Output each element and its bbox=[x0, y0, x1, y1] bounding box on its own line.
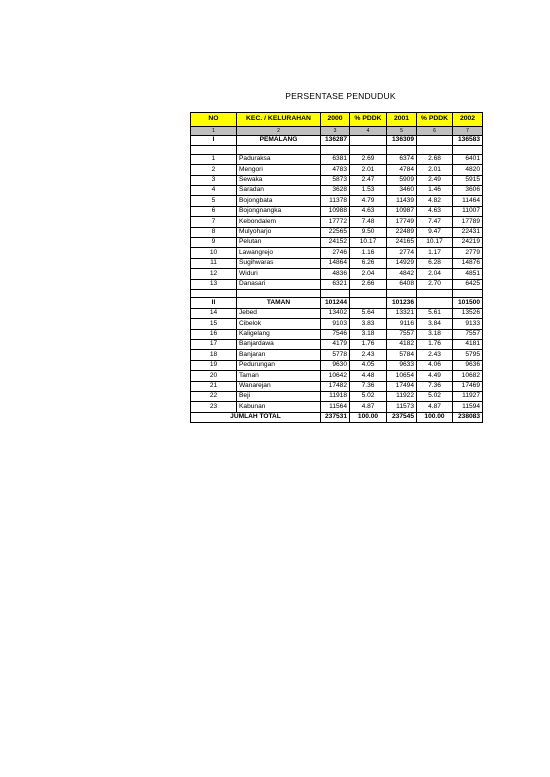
empty-cell bbox=[387, 146, 417, 155]
table-row bbox=[191, 154, 483, 164]
table-body bbox=[191, 136, 483, 423]
section-no: I bbox=[191, 136, 237, 146]
row-kelurahan: Kaligelang bbox=[237, 329, 321, 339]
section-2002: 101500 bbox=[453, 298, 483, 308]
row-2002: 11007 bbox=[453, 206, 483, 216]
empty-cell bbox=[191, 289, 237, 298]
row-2002: 4851 bbox=[453, 269, 483, 279]
row-no: 17 bbox=[191, 340, 237, 350]
table-row bbox=[191, 227, 483, 237]
row-2000: 11564 bbox=[321, 402, 350, 412]
row-kelurahan: Saradan bbox=[237, 186, 321, 196]
empty-cell bbox=[350, 136, 387, 146]
row-pddk-2000: 3.18 bbox=[350, 329, 387, 339]
row-2001: 22489 bbox=[387, 227, 417, 237]
section-name: TAMAN bbox=[237, 298, 321, 308]
row-pddk-2001: 3.18 bbox=[417, 329, 453, 339]
row-2000: 3628 bbox=[321, 186, 350, 196]
table-row bbox=[191, 165, 483, 175]
row-2001: 4842 bbox=[387, 269, 417, 279]
row-2001: 9116 bbox=[387, 319, 417, 329]
spacer-row bbox=[191, 146, 483, 155]
row-2002: 6401 bbox=[453, 154, 483, 164]
row-pddk-2000: 1.76 bbox=[350, 340, 387, 350]
section-2000: 136287 bbox=[321, 136, 350, 146]
row-2001: 7557 bbox=[387, 329, 417, 339]
table-row bbox=[191, 350, 483, 360]
section-2001: 136309 bbox=[387, 136, 417, 146]
table-row bbox=[191, 402, 483, 412]
table-row bbox=[191, 175, 483, 185]
empty-cell bbox=[237, 289, 321, 298]
empty-cell bbox=[417, 289, 453, 298]
row-2001: 5909 bbox=[387, 175, 417, 185]
empty-cell bbox=[350, 146, 387, 155]
row-2000: 14864 bbox=[321, 258, 350, 268]
row-no: 11 bbox=[191, 258, 237, 268]
row-2002: 4181 bbox=[453, 340, 483, 350]
row-pddk-2000: 7.36 bbox=[350, 381, 387, 391]
row-no: 8 bbox=[191, 227, 237, 237]
column-number: 6 bbox=[417, 127, 453, 136]
empty-cell bbox=[453, 146, 483, 155]
row-kelurahan: Beji bbox=[237, 391, 321, 401]
row-pddk-2000: 3.83 bbox=[350, 319, 387, 329]
empty-cell bbox=[350, 289, 387, 298]
row-2001: 4784 bbox=[387, 165, 417, 175]
row-2002: 6425 bbox=[453, 279, 483, 289]
row-2002: 11594 bbox=[453, 402, 483, 412]
column-number: 4 bbox=[350, 127, 387, 136]
section-2002: 136583 bbox=[453, 136, 483, 146]
row-2002: 13526 bbox=[453, 308, 483, 318]
row-pddk-2000: 1.53 bbox=[350, 186, 387, 196]
row-2001: 3460 bbox=[387, 186, 417, 196]
row-pddk-2000: 2.69 bbox=[350, 154, 387, 164]
table-row bbox=[191, 258, 483, 268]
section-2001: 101236 bbox=[387, 298, 417, 308]
empty-cell bbox=[191, 146, 237, 155]
row-no: 18 bbox=[191, 350, 237, 360]
row-2001: 11439 bbox=[387, 196, 417, 206]
row-kelurahan: Taman bbox=[237, 371, 321, 381]
row-no: 1 bbox=[191, 154, 237, 164]
column-number: 5 bbox=[387, 127, 417, 136]
row-kelurahan: Banjardawa bbox=[237, 340, 321, 350]
table-row bbox=[191, 329, 483, 339]
row-pddk-2001: 2.70 bbox=[417, 279, 453, 289]
row-kelurahan: Bojongbata bbox=[237, 196, 321, 206]
row-pddk-2000: 2.47 bbox=[350, 175, 387, 185]
row-no: 19 bbox=[191, 360, 237, 370]
header-kecamatan: KEC. / KELURAHAN bbox=[237, 113, 321, 127]
total-row bbox=[191, 412, 483, 422]
table-row bbox=[191, 360, 483, 370]
row-2001: 6408 bbox=[387, 279, 417, 289]
row-2000: 5778 bbox=[321, 350, 350, 360]
row-kelurahan: Cibelok bbox=[237, 319, 321, 329]
row-2002: 5795 bbox=[453, 350, 483, 360]
section-name: PEMALANG bbox=[237, 136, 321, 146]
row-pddk-2000: 2.43 bbox=[350, 350, 387, 360]
row-2001: 10654 bbox=[387, 371, 417, 381]
row-no: 2 bbox=[191, 165, 237, 175]
row-pddk-2001: 9.47 bbox=[417, 227, 453, 237]
row-2002: 9636 bbox=[453, 360, 483, 370]
row-2002: 2779 bbox=[453, 248, 483, 258]
row-no: 10 bbox=[191, 248, 237, 258]
row-2002: 10682 bbox=[453, 371, 483, 381]
row-2000: 9103 bbox=[321, 319, 350, 329]
row-pddk-2001: 1.46 bbox=[417, 186, 453, 196]
row-2002: 11927 bbox=[453, 391, 483, 401]
column-number: 7 bbox=[453, 127, 483, 136]
empty-cell bbox=[417, 298, 453, 308]
row-kelurahan: Wanarejan bbox=[237, 381, 321, 391]
row-no: 22 bbox=[191, 391, 237, 401]
population-table bbox=[190, 112, 483, 423]
header-2002: 2002 bbox=[453, 113, 483, 127]
row-pddk-2001: 5.61 bbox=[417, 308, 453, 318]
row-pddk-2000: 4.87 bbox=[350, 402, 387, 412]
row-2000: 5873 bbox=[321, 175, 350, 185]
row-pddk-2000: 7.48 bbox=[350, 217, 387, 227]
row-2000: 6321 bbox=[321, 279, 350, 289]
row-2001: 17494 bbox=[387, 381, 417, 391]
row-kelurahan: Paduraksa bbox=[237, 154, 321, 164]
row-kelurahan: Danasari bbox=[237, 279, 321, 289]
row-2000: 4836 bbox=[321, 269, 350, 279]
table-row bbox=[191, 217, 483, 227]
total-2001: 237545 bbox=[387, 412, 417, 422]
table-row bbox=[191, 206, 483, 216]
row-2000: 9630 bbox=[321, 360, 350, 370]
row-pddk-2001: 3.84 bbox=[417, 319, 453, 329]
total-2000: 237531 bbox=[321, 412, 350, 422]
row-kelurahan: Kabunan bbox=[237, 402, 321, 412]
row-2002: 9133 bbox=[453, 319, 483, 329]
empty-cell bbox=[321, 289, 350, 298]
row-pddk-2000: 10.17 bbox=[350, 238, 387, 248]
row-no: 9 bbox=[191, 238, 237, 248]
row-pddk-2001: 5.02 bbox=[417, 391, 453, 401]
table-row bbox=[191, 238, 483, 248]
row-kelurahan: Kebondalem bbox=[237, 217, 321, 227]
table-row bbox=[191, 340, 483, 350]
row-no: 20 bbox=[191, 371, 237, 381]
table-row bbox=[191, 319, 483, 329]
row-2002: 4820 bbox=[453, 165, 483, 175]
row-2002: 17469 bbox=[453, 381, 483, 391]
total-pddk-2001: 100.00 bbox=[417, 412, 453, 422]
row-2000: 17772 bbox=[321, 217, 350, 227]
row-pddk-2000: 4.79 bbox=[350, 196, 387, 206]
row-2001: 9633 bbox=[387, 360, 417, 370]
row-2001: 13321 bbox=[387, 308, 417, 318]
row-no: 15 bbox=[191, 319, 237, 329]
header-pddk-2001: % PDDK bbox=[417, 113, 453, 127]
empty-cell bbox=[453, 289, 483, 298]
row-no: 13 bbox=[191, 279, 237, 289]
row-no: 23 bbox=[191, 402, 237, 412]
row-no: 5 bbox=[191, 196, 237, 206]
row-pddk-2001: 10.17 bbox=[417, 238, 453, 248]
row-pddk-2001: 4.49 bbox=[417, 371, 453, 381]
spacer-row bbox=[191, 289, 483, 298]
row-kelurahan: Banjaran bbox=[237, 350, 321, 360]
header-2000: 2000 bbox=[321, 113, 350, 127]
row-2000: 22565 bbox=[321, 227, 350, 237]
row-2001: 4182 bbox=[387, 340, 417, 350]
table-row bbox=[191, 279, 483, 289]
row-no: 7 bbox=[191, 217, 237, 227]
header-row bbox=[191, 113, 483, 127]
table-row bbox=[191, 391, 483, 401]
table-row bbox=[191, 381, 483, 391]
row-pddk-2001: 2.01 bbox=[417, 165, 453, 175]
row-pddk-2000: 1.16 bbox=[350, 248, 387, 258]
section-no: II bbox=[191, 298, 237, 308]
row-2001: 5784 bbox=[387, 350, 417, 360]
table-row bbox=[191, 371, 483, 381]
header-no: NO bbox=[191, 113, 237, 127]
row-pddk-2000: 2.04 bbox=[350, 269, 387, 279]
row-pddk-2001: 4.63 bbox=[417, 206, 453, 216]
row-2000: 10642 bbox=[321, 371, 350, 381]
row-pddk-2000: 6.26 bbox=[350, 258, 387, 268]
row-no: 6 bbox=[191, 206, 237, 216]
row-2000: 6381 bbox=[321, 154, 350, 164]
header-pddk-2000: % PDDK bbox=[350, 113, 387, 127]
row-2001: 6374 bbox=[387, 154, 417, 164]
row-pddk-2001: 2.49 bbox=[417, 175, 453, 185]
row-pddk-2001: 4.82 bbox=[417, 196, 453, 206]
row-2001: 14929 bbox=[387, 258, 417, 268]
row-no: 16 bbox=[191, 329, 237, 339]
column-number-row bbox=[191, 127, 483, 136]
row-2002: 17789 bbox=[453, 217, 483, 227]
row-pddk-2001: 1.17 bbox=[417, 248, 453, 258]
row-pddk-2001: 7.36 bbox=[417, 381, 453, 391]
table-row bbox=[191, 248, 483, 258]
row-kelurahan: Pelutan bbox=[237, 238, 321, 248]
section-row bbox=[191, 136, 483, 146]
row-2000: 7546 bbox=[321, 329, 350, 339]
row-2000: 2746 bbox=[321, 248, 350, 258]
row-pddk-2001: 2.04 bbox=[417, 269, 453, 279]
row-pddk-2000: 4.48 bbox=[350, 371, 387, 381]
row-2000: 11918 bbox=[321, 391, 350, 401]
row-pddk-2001: 4.06 bbox=[417, 360, 453, 370]
row-no: 21 bbox=[191, 381, 237, 391]
row-pddk-2000: 4.05 bbox=[350, 360, 387, 370]
table-row bbox=[191, 186, 483, 196]
row-2001: 11922 bbox=[387, 391, 417, 401]
row-kelurahan: Jebed bbox=[237, 308, 321, 318]
row-pddk-2001: 1.76 bbox=[417, 340, 453, 350]
empty-cell bbox=[417, 146, 453, 155]
row-2000: 4179 bbox=[321, 340, 350, 350]
row-2002: 24219 bbox=[453, 238, 483, 248]
row-2000: 4783 bbox=[321, 165, 350, 175]
row-pddk-2001: 2.68 bbox=[417, 154, 453, 164]
row-kelurahan: Mengori bbox=[237, 165, 321, 175]
row-2001: 24165 bbox=[387, 238, 417, 248]
row-no: 12 bbox=[191, 269, 237, 279]
row-2001: 10987 bbox=[387, 206, 417, 216]
header-2001: 2001 bbox=[387, 113, 417, 127]
row-2000: 13402 bbox=[321, 308, 350, 318]
row-2002: 5915 bbox=[453, 175, 483, 185]
row-2000: 11378 bbox=[321, 196, 350, 206]
row-no: 14 bbox=[191, 308, 237, 318]
row-kelurahan: Lawangrejo bbox=[237, 248, 321, 258]
row-2002: 22431 bbox=[453, 227, 483, 237]
row-pddk-2001: 4.87 bbox=[417, 402, 453, 412]
total-pddk-2000: 100.00 bbox=[350, 412, 387, 422]
row-pddk-2001: 6.28 bbox=[417, 258, 453, 268]
row-kelurahan: Mulyoharjo bbox=[237, 227, 321, 237]
row-pddk-2000: 2.66 bbox=[350, 279, 387, 289]
row-2002: 7557 bbox=[453, 329, 483, 339]
empty-cell bbox=[321, 146, 350, 155]
row-2001: 17749 bbox=[387, 217, 417, 227]
row-2000: 10988 bbox=[321, 206, 350, 216]
row-pddk-2000: 2.01 bbox=[350, 165, 387, 175]
empty-cell bbox=[237, 146, 321, 155]
section-row bbox=[191, 298, 483, 308]
table-row bbox=[191, 196, 483, 206]
row-2000: 17482 bbox=[321, 381, 350, 391]
row-no: 4 bbox=[191, 186, 237, 196]
row-2002: 11464 bbox=[453, 196, 483, 206]
row-pddk-2001: 2.43 bbox=[417, 350, 453, 360]
empty-cell bbox=[387, 289, 417, 298]
row-kelurahan: Bojongnangka bbox=[237, 206, 321, 216]
row-no: 3 bbox=[191, 175, 237, 185]
page-title: PERSENTASE PENDUDUK bbox=[285, 91, 396, 101]
row-2002: 14876 bbox=[453, 258, 483, 268]
total-label: JUMLAH TOTAL bbox=[191, 412, 321, 422]
row-pddk-2000: 5.64 bbox=[350, 308, 387, 318]
row-2000: 24152 bbox=[321, 238, 350, 248]
column-number: 2 bbox=[237, 127, 321, 136]
section-2000: 101244 bbox=[321, 298, 350, 308]
table-row bbox=[191, 269, 483, 279]
row-pddk-2000: 5.02 bbox=[350, 391, 387, 401]
row-kelurahan: Sugihwaras bbox=[237, 258, 321, 268]
row-pddk-2000: 4.63 bbox=[350, 206, 387, 216]
column-number: 3 bbox=[321, 127, 350, 136]
column-number: 1 bbox=[191, 127, 237, 136]
table-row bbox=[191, 308, 483, 318]
row-2002: 3606 bbox=[453, 186, 483, 196]
row-kelurahan: Widuri bbox=[237, 269, 321, 279]
row-pddk-2000: 9.50 bbox=[350, 227, 387, 237]
total-2002: 238083 bbox=[453, 412, 483, 422]
empty-cell bbox=[350, 298, 387, 308]
row-kelurahan: Pedurungan bbox=[237, 360, 321, 370]
row-2001: 11573 bbox=[387, 402, 417, 412]
row-2001: 2774 bbox=[387, 248, 417, 258]
row-pddk-2001: 7.47 bbox=[417, 217, 453, 227]
empty-cell bbox=[417, 136, 453, 146]
row-kelurahan: Sewaka bbox=[237, 175, 321, 185]
